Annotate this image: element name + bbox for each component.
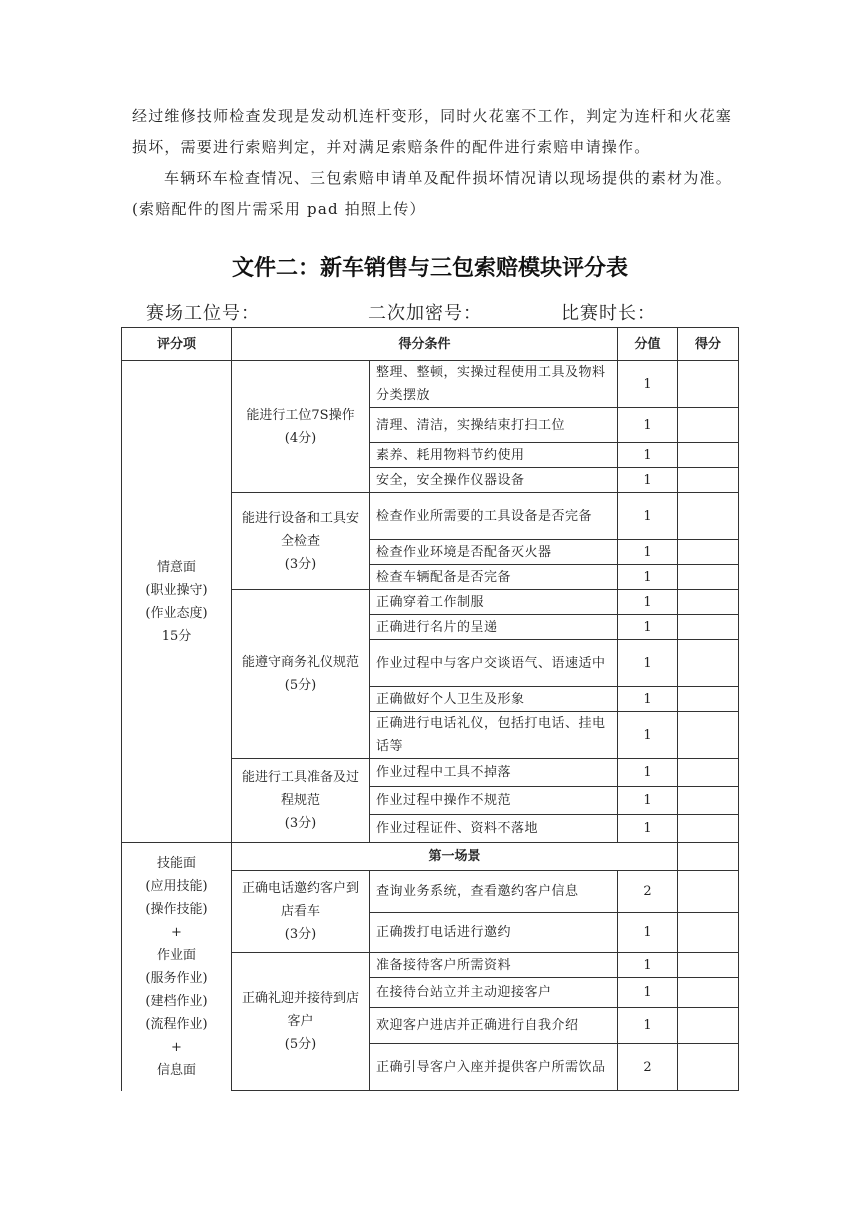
points-cell: 1	[618, 565, 678, 590]
condition-cell: 作业过程中操作不规范	[370, 787, 618, 815]
condition-cell: 查询业务系统，查看邀约客户信息	[370, 871, 618, 913]
group-label-phone-invite: 正确电话邀约客户到店看车 (3分)	[232, 871, 370, 953]
condition-cell: 素养、耗用物料节约使用	[370, 443, 618, 468]
condition-cell: 检查作业所需要的工具设备是否完备	[370, 493, 618, 540]
score-cell[interactable]	[678, 468, 739, 493]
score-cell[interactable]	[678, 953, 739, 978]
group-label-safety-check: 能进行设备和工具安全检查 (3分)	[232, 493, 370, 590]
points-cell: 1	[618, 712, 678, 759]
points-cell: 1	[618, 640, 678, 687]
condition-cell: 正确进行电话礼仪，包括打电话、挂电话等	[370, 712, 618, 759]
score-cell[interactable]	[678, 913, 739, 953]
points-cell: 1	[618, 978, 678, 1008]
score-cell[interactable]	[678, 361, 739, 408]
condition-cell: 欢迎客户进店并正确进行自我介绍	[370, 1008, 618, 1044]
score-cell[interactable]	[678, 978, 739, 1008]
points-cell: 1	[618, 468, 678, 493]
score-cell[interactable]	[678, 687, 739, 712]
condition-cell: 安全，安全操作仪器设备	[370, 468, 618, 493]
header-points: 分值	[618, 328, 678, 361]
points-cell: 1	[618, 493, 678, 540]
points-cell: 1	[618, 1008, 678, 1044]
points-cell: 1	[618, 408, 678, 443]
condition-cell: 正确做好个人卫生及形象	[370, 687, 618, 712]
table-header-row	[122, 328, 739, 361]
section-item-attitude: 情意面 (职业操守) (作业态度) 15分	[122, 361, 232, 843]
score-cell[interactable]	[678, 1008, 739, 1044]
points-cell: 2	[618, 871, 678, 913]
condition-cell: 在接待台站立并主动迎接客户	[370, 978, 618, 1008]
points-cell: 1	[618, 913, 678, 953]
score-cell[interactable]	[678, 871, 739, 913]
page-title: 文件二：新车销售与三包索赔模块评分表	[231, 256, 628, 281]
group-label-reception: 正确礼迎并接待到店客户 (5分)	[232, 953, 370, 1091]
condition-cell: 作业过程中与客户交谈语气、语速适中	[370, 640, 618, 687]
score-cell[interactable]	[678, 565, 739, 590]
condition-cell: 正确进行名片的呈递	[370, 615, 618, 640]
score-cell[interactable]	[678, 443, 739, 468]
score-cell[interactable]	[678, 843, 739, 871]
score-cell[interactable]	[678, 759, 739, 787]
points-cell: 1	[618, 443, 678, 468]
condition-cell: 整理、整顿，实操过程使用工具及物料分类摆放	[370, 361, 618, 408]
group-label-etiquette: 能遵守商务礼仪规范 (5分)	[232, 590, 370, 759]
header-score: 得分	[678, 328, 739, 361]
table-row	[122, 361, 739, 408]
points-cell: 1	[618, 787, 678, 815]
section-item-skills: 技能面 (应用技能) (操作技能) + 作业面 (服务作业) (建档作业) (流程作业) + 信息面	[122, 843, 232, 1091]
condition-cell: 作业过程中工具不掉落	[370, 759, 618, 787]
points-cell: 1	[618, 615, 678, 640]
points-cell: 1	[618, 815, 678, 843]
header-condition: 得分条件	[232, 328, 618, 361]
condition-cell: 正确引导客户入座并提供客户所需饮品	[370, 1044, 618, 1091]
score-cell[interactable]	[678, 787, 739, 815]
station-number-label: 赛场工位号：	[146, 303, 260, 324]
points-cell: 1	[618, 590, 678, 615]
score-cell[interactable]	[678, 493, 739, 540]
condition-cell: 准备接待客户所需资料	[370, 953, 618, 978]
table-row	[122, 843, 739, 871]
competition-duration-label: 比赛时长：	[561, 303, 656, 324]
condition-cell: 正确穿着工作制服	[370, 590, 618, 615]
score-table	[121, 327, 739, 1091]
points-cell: 1	[618, 953, 678, 978]
score-cell[interactable]	[678, 408, 739, 443]
score-cell[interactable]	[678, 540, 739, 565]
group-label-tools: 能进行工具准备及过程规范 (3分)	[232, 759, 370, 843]
header-item: 评分项	[122, 328, 232, 361]
condition-cell: 检查作业环境是否配备灭火器	[370, 540, 618, 565]
encryption-code-label: 二次加密号：	[368, 303, 482, 324]
intro-paragraph-1: 经过维修技师检查发现是发动机连杆变形，同时火花塞不工作，判定为连杆和火花塞损坏，需要进行索赔判定，并对满足索赔条件的配件进行索赔申请操作。	[132, 107, 732, 156]
points-cell: 1	[618, 540, 678, 565]
score-cell[interactable]	[678, 815, 739, 843]
condition-cell: 清理、清洁，实操结束打扫工位	[370, 408, 618, 443]
score-cell[interactable]	[678, 640, 739, 687]
points-cell: 1	[618, 759, 678, 787]
condition-cell: 检查车辆配备是否完备	[370, 565, 618, 590]
group-label-7s: 能进行工位7S操作 (4分)	[232, 361, 370, 493]
points-cell: 1	[618, 687, 678, 712]
score-cell[interactable]	[678, 590, 739, 615]
score-cell[interactable]	[678, 615, 739, 640]
condition-cell: 作业过程证件、资料不落地	[370, 815, 618, 843]
score-cell[interactable]	[678, 712, 739, 759]
points-cell: 1	[618, 361, 678, 408]
intro-paragraph-2: 车辆环车检查情况、三包索赔申请单及配件损坏情况请以现场提供的素材为准。(索赔配件的图片需采用 pad 拍照上传）	[132, 169, 732, 218]
scene-heading: 第一场景	[232, 843, 678, 871]
points-cell: 2	[618, 1044, 678, 1091]
score-cell[interactable]	[678, 1044, 739, 1091]
condition-cell: 正确拨打电话进行邀约	[370, 913, 618, 953]
